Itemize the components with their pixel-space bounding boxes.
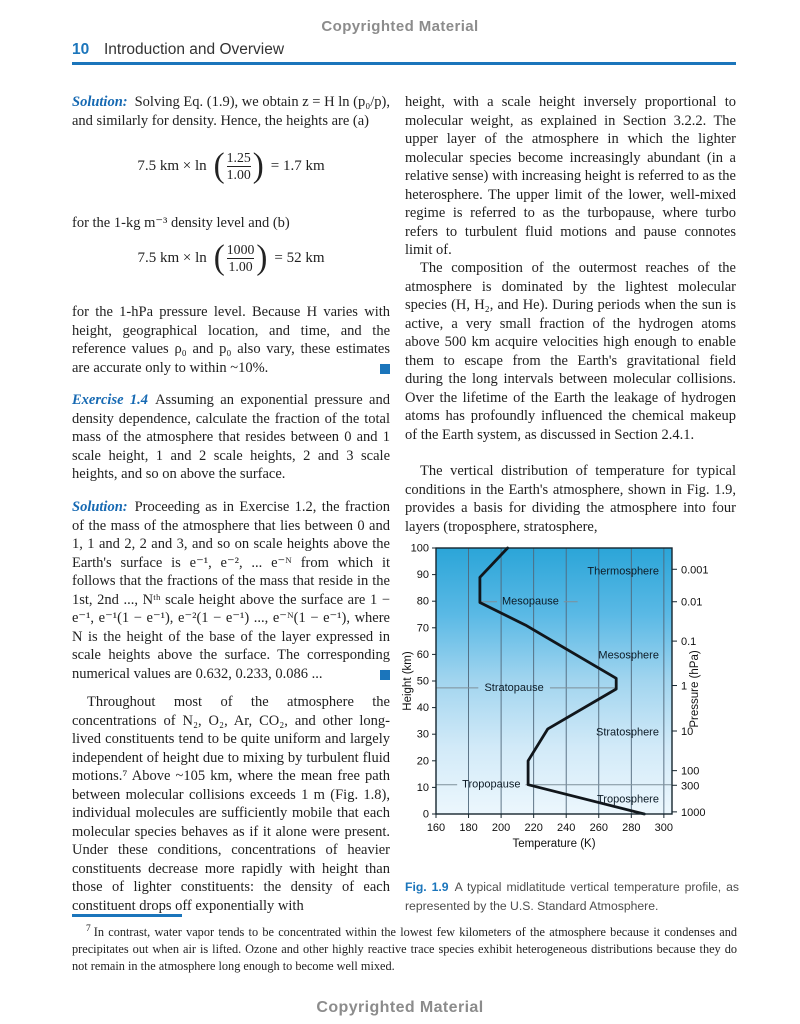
paragraph-exercise-1-4 bbox=[72, 391, 390, 484]
equation-b bbox=[72, 240, 390, 277]
fraction-denominator: 1.00 bbox=[228, 259, 253, 274]
y-axis-tick-label: 50 bbox=[416, 675, 429, 688]
equation-a bbox=[72, 148, 390, 185]
paragraph-outermost-reaches: The composition of the outermost reaches of the atmosphere is dominated by the lightest molecular species (H, H₂, and He). During periods when the sun is active, a very small fraction of the hydrogen atoms above 500 km acquire velocities high enough to enable them to escape from the Earth's gravitational field during the long intervals between molecular collisions. Over the lifetime of the Earth the leakage of hydrogen atoms has profoundly influenced the chemical makeup of the Earth system, as discussed in Section 2.4.1. bbox=[405, 260, 736, 443]
x-axis-tick-label: 180 bbox=[459, 822, 478, 834]
y-axis-tick-label: 90 bbox=[416, 569, 429, 582]
pressure-axis-tick-label: 0.1 bbox=[681, 636, 697, 649]
layer-label-stratosphere: Stratosphere bbox=[595, 726, 659, 739]
pressure-axis-tick-label: 0.01 bbox=[681, 596, 703, 609]
x-axis-tick-label: 200 bbox=[491, 822, 511, 834]
pressure-axis-tick-label: 10 bbox=[681, 726, 694, 739]
y-axis-tick-label: 0 bbox=[422, 808, 429, 821]
equation-a-lhs: 7.5 km × ln bbox=[137, 158, 207, 174]
paragraph-vertical-distribution: The vertical distribution of temperature for typical conditions in the Earth's atmosphere, shown in Fig. 1.9, provides a basis for dividing the atmosphere into four layers (troposphere, stratosphere, bbox=[405, 463, 736, 535]
footnote-7 bbox=[72, 921, 737, 975]
y-axis-tick-label: 60 bbox=[416, 648, 429, 661]
x-axis-tick-label: 160 bbox=[426, 822, 446, 834]
y-axis-tick-label: 10 bbox=[416, 781, 429, 794]
equation-b-fraction bbox=[214, 240, 268, 277]
y-axis-tick-label: 30 bbox=[416, 728, 429, 741]
pressure-axis-tick-label: 100 bbox=[681, 765, 700, 778]
solution-text: Solving Eq. (1.9), we obtain z = H ln (p₀/p), and similarly for density. Hence, the heights are (a) bbox=[72, 94, 390, 129]
page-number: 10 bbox=[72, 41, 90, 58]
layer-label-troposphere: Troposphere bbox=[597, 793, 659, 806]
x-axis-tick-label: 260 bbox=[589, 822, 608, 834]
layer-label-mesosphere: Mesosphere bbox=[598, 649, 659, 662]
pressure-axis-title: Pressure (hPa) bbox=[689, 650, 701, 728]
x-axis-tick-label: 240 bbox=[557, 822, 576, 834]
exercise-label: Exercise 1.4 bbox=[72, 392, 149, 408]
end-of-solution-square bbox=[380, 670, 390, 680]
x-axis-tick-label: 300 bbox=[654, 822, 674, 834]
copyright-banner-top: Copyrighted Material bbox=[321, 18, 479, 35]
fraction-numerator: ( 1000 bbox=[226, 242, 255, 257]
figure-caption-text: A typical midlatitude vertical temperature profile, as represented by the U.S. Standard Atmosphere. bbox=[405, 880, 739, 913]
equation-b-rhs: = 52 km bbox=[274, 250, 325, 266]
pressure-axis-tick-label: 0.001 bbox=[681, 564, 709, 577]
x-axis-tick-label: 280 bbox=[622, 822, 641, 834]
y-axis-tick-label: 100 bbox=[410, 542, 429, 555]
x-axis-title: Temperature (K) bbox=[512, 838, 596, 850]
paragraph-density-level: for the 1-kg m⁻³ density level and (b) bbox=[72, 215, 290, 231]
paragraph-scale-height: height, with a scale height inversely proportional to molecular weight, as explained in Section 3.2.2. The upper layer of the atmosphere in which the lighter molecular species become increasingly abundant (in a relative sense) with increasing height is referred to as the heterosphere. The upper limit of the lower, well-mixed regime is referred to as the turbopause, where turbo refers to turbulent fluid motions and pause connotes limit of. bbox=[405, 94, 736, 258]
paragraph-throughout-atmosphere: Throughout most of the atmosphere the concentrations of N₂, O₂, Ar, CO₂, and other long-lived constituents tend to be quite uniform and largely independent of height due to mixing by turbulent fluid motions.⁷ Above ~105 km, where the mean free path between molecular collisions exceeds 1 m (Fig. 1.8), individual molecules are sufficiently mobile that each molecular species behaves as if it alone were present. Under these conditions, concentrations of heavier constituents decrease more rapidly with height than those of lighter constituents: the density of each constituent drops off exponentially with bbox=[72, 694, 390, 914]
fraction-numerator: ( 1.25 bbox=[226, 150, 251, 165]
layer-label-stratopause: Stratopause bbox=[484, 682, 544, 695]
figure-caption-label: Fig. 1.9 bbox=[405, 880, 449, 894]
equation-b-lhs: 7.5 km × ln bbox=[137, 250, 207, 266]
solution-label: Solution: bbox=[72, 499, 128, 515]
figure-caption bbox=[405, 878, 739, 915]
equation-a-rhs: = 1.7 km bbox=[270, 158, 325, 174]
chart-plot-background bbox=[436, 548, 672, 814]
exercise-text: Assuming an exponential pressure and density dependence, calculate the fraction of the total mass of the atmosphere that resides between 0 and 1 scale height, 1 and 2 scale heights, 2 and 3 scale heights, and so on above the surface. bbox=[72, 392, 390, 482]
figure-1-9 bbox=[402, 540, 746, 872]
pressure-axis-tick-label: 1000 bbox=[681, 806, 706, 819]
equation-a-fraction bbox=[214, 148, 264, 185]
paragraph-solution-fractions bbox=[72, 498, 390, 683]
footnote-rule bbox=[72, 914, 182, 917]
fraction-denominator: 1.00 bbox=[226, 167, 251, 182]
y-axis-title: Height (km) bbox=[402, 651, 414, 711]
paragraph-text: for the 1-hPa pressure level. Because H varies with height, geographical location, and time, and the reference values ρ₀ and p₀ also vary, these estimates are accurate only to within ~10%. bbox=[72, 304, 390, 376]
copyright-banner-bottom: Copyrighted Material bbox=[316, 999, 484, 1016]
pressure-axis-tick-label: 300 bbox=[681, 780, 700, 793]
y-axis-tick-label: 40 bbox=[416, 702, 429, 715]
y-axis-tick-label: 20 bbox=[416, 755, 429, 768]
paragraph-pressure-level bbox=[72, 303, 390, 377]
temperature-profile-chart bbox=[402, 540, 746, 872]
footnote-text: In contrast, water vapor tends to be concentrated within the lowest few kilometers of the atmosphere because it condenses and precipitates out when air is lifted. Ozone and other highly reactive trace species exhibit heterogeneous distributions because they do not remain in the atmosphere long enough to become well mixed. bbox=[72, 925, 737, 974]
solution-text: Proceeding as in Exercise 1.2, the fraction of the mass of the atmosphere that lies between 0 and 1, 1 and 2, 2 and 3, and so on scale heights above the Earth's surface is e⁻¹, e⁻², ... e⁻ᴺ from which it follows that the fractions of the mass that reside in the 1st, 2nd ..., Nᵗʰ scale height above the surface are 1 − e⁻¹, e⁻¹(1 − e⁻¹), e⁻²(1 − e⁻¹) ..., e⁻ᴺ(1 − e⁻¹), where N is the height of the base of the layer expressed in scale heights above the surface. The corresponding numerical values are 0.632, 0.233, 0.086 ... bbox=[72, 499, 390, 682]
chapter-title: Introduction and Overview bbox=[104, 41, 285, 58]
layer-label-tropopause: Tropopause bbox=[462, 778, 521, 791]
y-axis-tick-label: 70 bbox=[416, 622, 429, 635]
footnote-marker: 7 bbox=[86, 924, 91, 934]
solution-label: Solution: bbox=[72, 94, 128, 110]
x-axis-tick-label: 220 bbox=[524, 822, 543, 834]
end-of-solution-square bbox=[380, 364, 390, 374]
header-rule bbox=[72, 62, 736, 65]
layer-label-thermosphere: Thermosphere bbox=[587, 565, 659, 578]
y-axis-tick-label: 80 bbox=[416, 595, 429, 608]
layer-label-mesopause: Mesopause bbox=[501, 595, 559, 608]
pressure-axis-tick-label: 1 bbox=[681, 680, 688, 693]
paragraph-solution-heights bbox=[72, 93, 390, 130]
